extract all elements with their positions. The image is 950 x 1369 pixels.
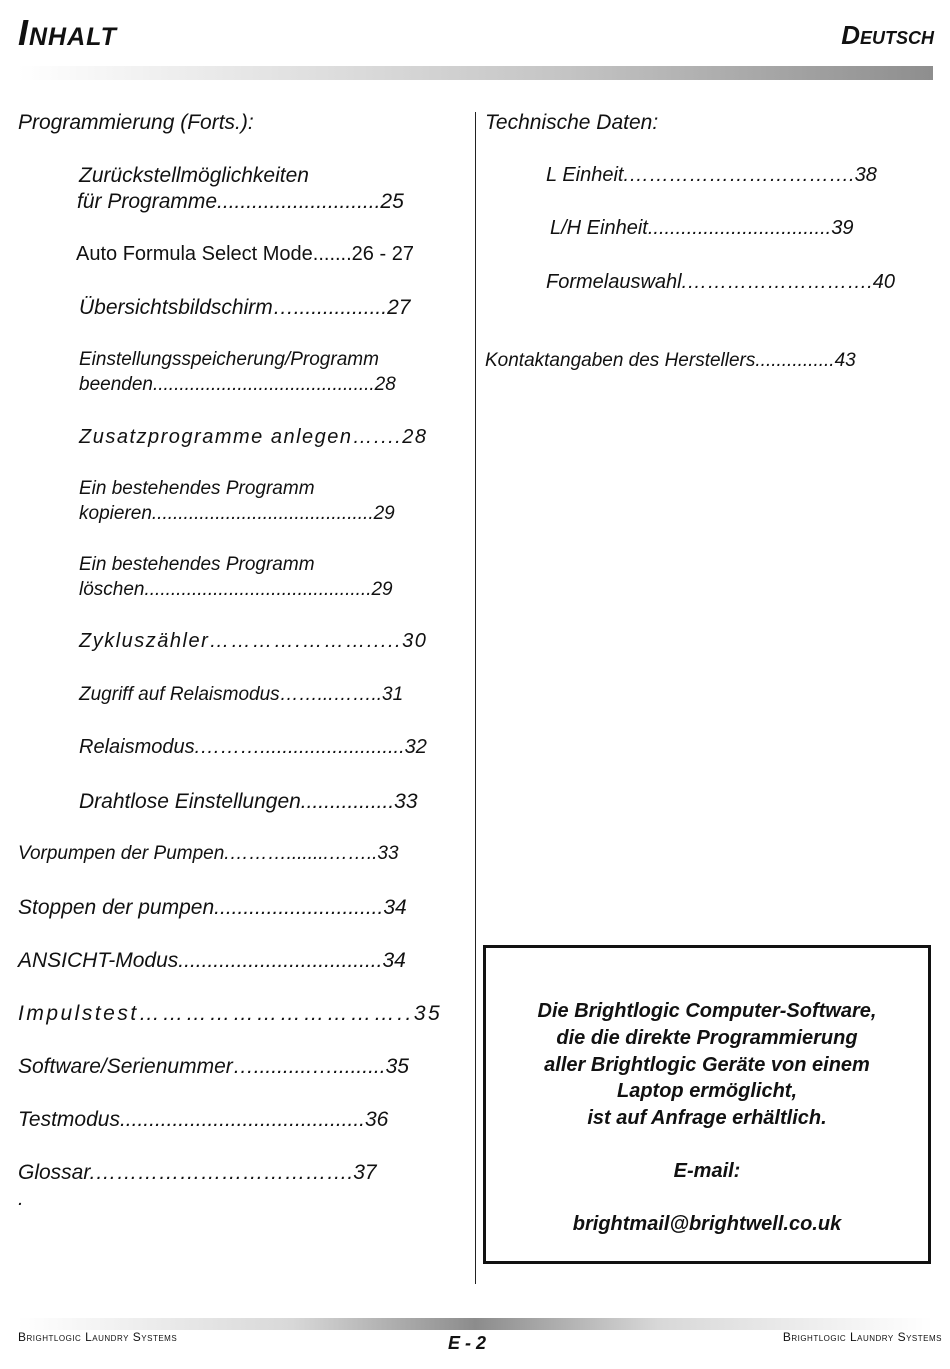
notice-line-4: Laptop ermöglicht, — [617, 1080, 797, 1102]
notice-line-5: ist auf Anfrage erhältlich. — [587, 1107, 827, 1129]
toc-entry-prime-pumps: Vorpumpen der Pumpen.………........……..33 — [18, 843, 399, 864]
toc-entry-save-settings-line1: Einstellungsspeicherung/Programm — [79, 349, 379, 370]
notice-line-3: aller Brightlogic Geräte von einem — [544, 1054, 870, 1076]
toc-entry-delete-program-line2: löschen...........................................29 — [79, 579, 393, 600]
language-label: Deutsch — [841, 20, 934, 50]
page-number: E - 2 — [448, 1333, 487, 1353]
toc-entry-reset-options-line1: Zurückstellmöglichkeiten — [79, 164, 309, 187]
toc-entry-view-mode: ANSICHT-Modus...................................34 — [18, 949, 406, 972]
email-label: E-mail: — [673, 1160, 741, 1182]
software-notice-box — [483, 945, 931, 1264]
page-title: Inhalt — [18, 12, 117, 53]
footer-gradient-bar — [18, 1318, 933, 1330]
toc-entry-delete-program-line1: Ein bestehendes Programm — [79, 554, 315, 575]
notice-line-1: Die Brightlogic Computer-Software, — [537, 1000, 877, 1022]
toc-entry-additional-programs: Zusatzprogramme anlegen…....28 — [79, 426, 428, 448]
toc-entry-save-settings-line2: beenden..........................................28 — [79, 374, 396, 395]
toc-entry-lh-unit: L/H Einheit.................................39 — [550, 217, 854, 239]
stray-dot: . — [18, 1188, 24, 1210]
toc-entry-relay-mode-access: Zugriff auf Relaismodus……...……..31 — [79, 684, 404, 705]
footer-right-brand: Brightlogic Laundry Systems — [782, 1330, 942, 1344]
left-section-heading: Programmierung (Forts.): — [18, 111, 254, 134]
toc-entry-reset-options-line2: für Programme............................25 — [77, 190, 404, 213]
toc-entry-formula-select: Formelauswahl.……………………….40 — [546, 271, 895, 293]
toc-entry-software-serial: Software/Serienummer…..........….........35 — [18, 1055, 409, 1078]
toc-entry-wireless-settings: Drahtlose Einstellungen................33 — [79, 790, 418, 813]
toc-entry-relay-mode: Relaismodus.………..........................32 — [79, 736, 427, 758]
column-divider — [475, 112, 476, 1284]
toc-entry-auto-formula: Auto Formula Select Mode.......26 - 27 — [76, 243, 414, 265]
toc-entry-overview-screen: Übersichtsbildschirm…................27 — [79, 296, 411, 319]
toc-entry-glossary: Glossar.……………………………….37 — [18, 1161, 377, 1184]
toc-entry-copy-program-line2: kopieren..........................................29 — [79, 503, 395, 524]
footer-left-brand: Brightlogic Laundry Systems — [18, 1330, 178, 1344]
toc-entry-stop-pumps: Stoppen der pumpen.............................34 — [18, 896, 407, 919]
right-section-heading: Technische Daten: — [485, 111, 659, 134]
toc-entry-manufacturer-contact: Kontaktangaben des Herstellers...............43 — [485, 350, 856, 371]
toc-entry-test-mode: Testmodus..........................................36 — [18, 1108, 389, 1131]
toc-entry-pulse-test: Impulstest……………………………..35 — [18, 1002, 443, 1025]
notice-line-2: die die direkte Programmierung — [556, 1027, 858, 1049]
toc-entry-copy-program-line1: Ein bestehendes Programm — [79, 478, 315, 499]
toc-entry-cycle-counter: Zykluszähler………….……….....30 — [79, 630, 428, 652]
header-gradient-bar — [18, 66, 933, 80]
toc-entry-l-unit: L Einheit.…………………………….38 — [546, 164, 877, 186]
email-address: brightmail@brightwell.co.uk — [572, 1213, 842, 1235]
